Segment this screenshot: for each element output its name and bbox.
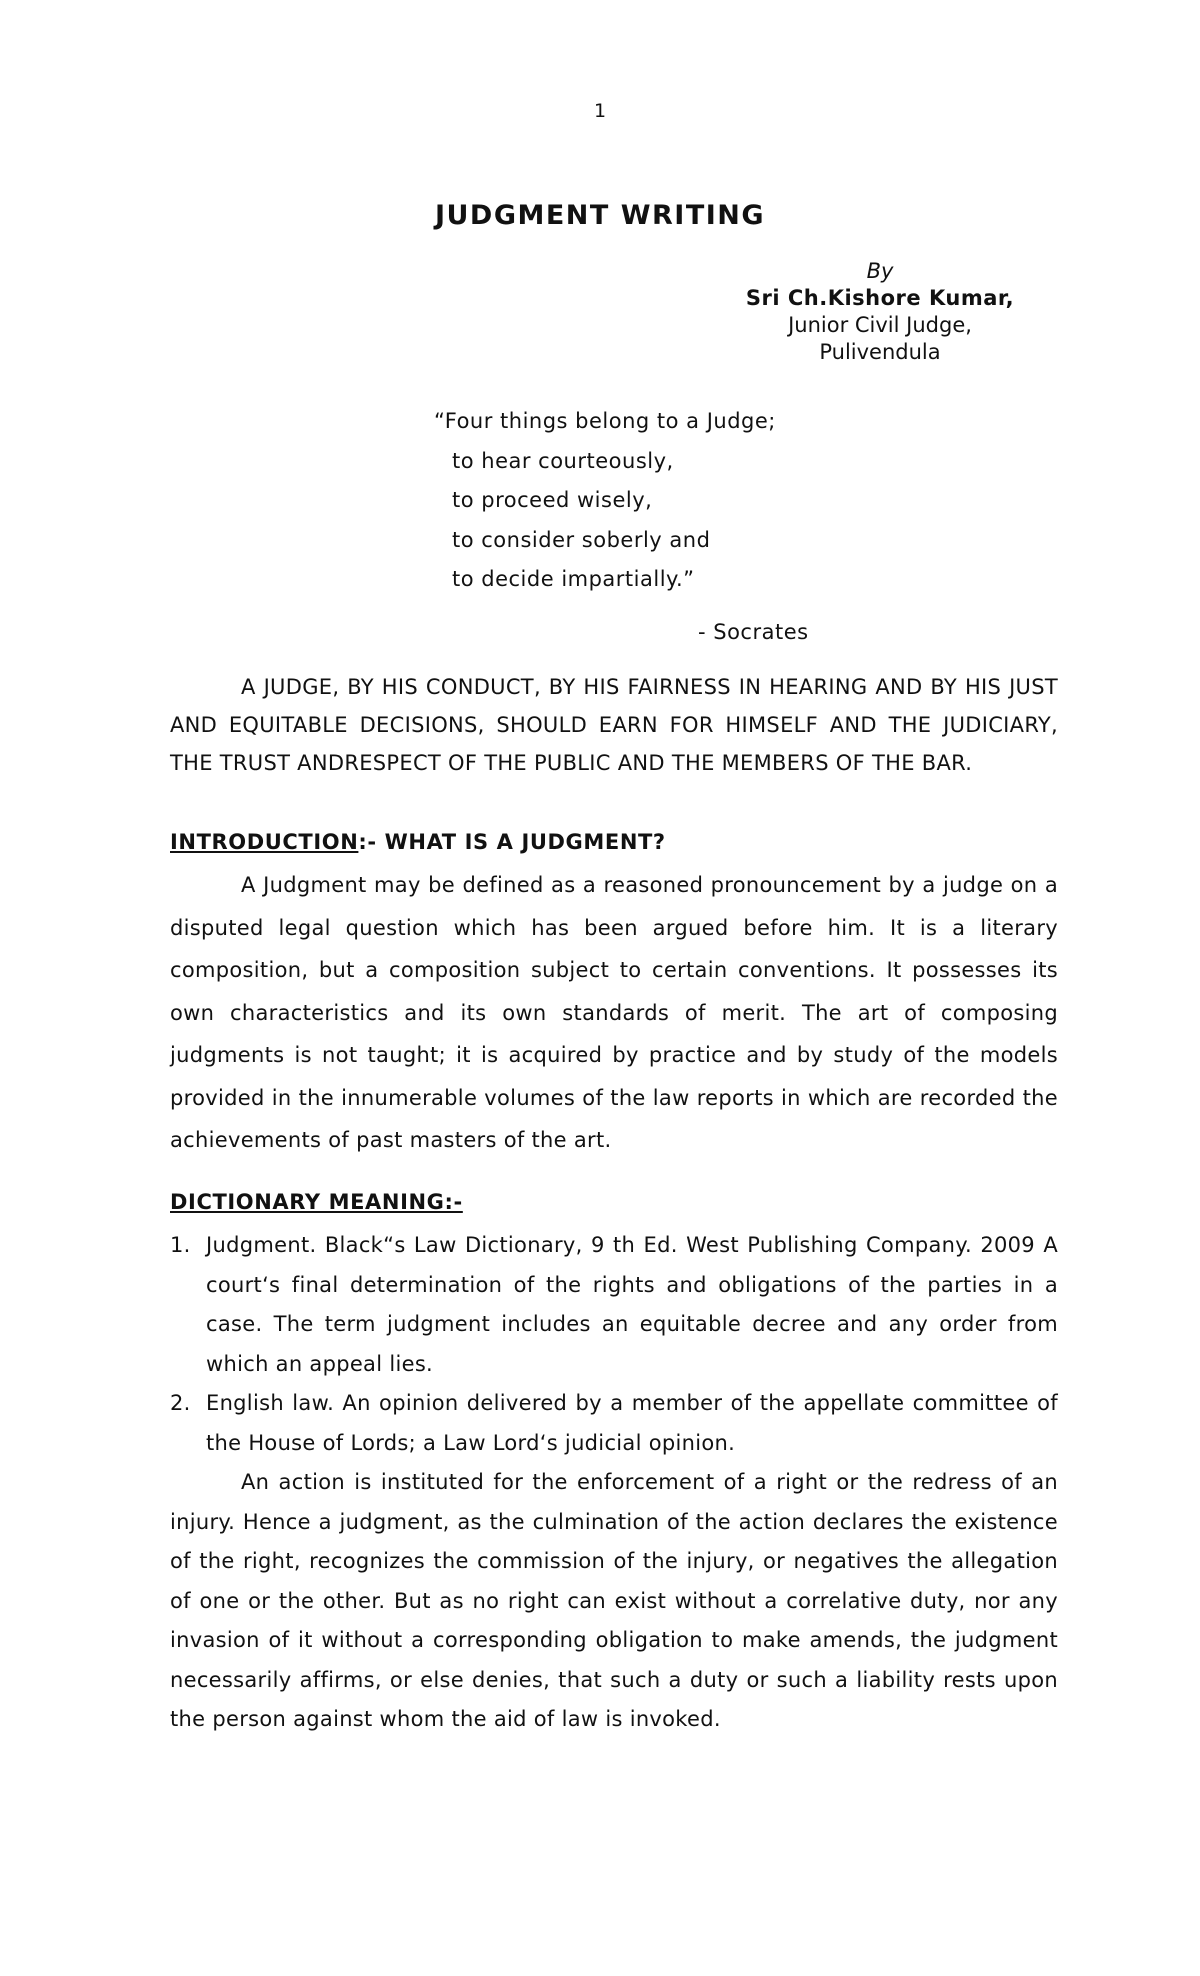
capitalized-paragraph: A JUDGE, BY HIS CONDUCT, BY HIS FAIRNESS IN HEARING AND BY HIS JUST AND EQUITABLE DECISIONS, SHOULD EARN FOR HIMSELF AND THE JUDICIARY, THE TRUST ANDRESPECT OF THE PUBLIC AND THE MEMBERS OF THE BAR. [170, 675, 1058, 775]
list-item-number: 2. [170, 1391, 191, 1415]
list-item-text: English law. An opinion delivered by a member of the appellate committee of the House of Lords; a Law Lord‘s judicial opinion. [206, 1391, 1058, 1455]
list-item [170, 1226, 1058, 1384]
byline-position: Junior Civil Judge, [788, 313, 972, 337]
list-item-number: 1. [170, 1233, 191, 1257]
byline [720, 258, 1040, 366]
byline-author: Sri Ch.Kishore Kumar, [745, 286, 1015, 310]
quote-line: “Four things belong to a Judge; [434, 409, 776, 433]
byline-place: Pulivendula [819, 340, 941, 364]
dictionary-list-item [170, 1384, 1058, 1463]
page-number: 1 [593, 100, 607, 122]
dictionary-heading [170, 1190, 463, 1214]
quote-line: to proceed wisely, [452, 488, 653, 512]
quote-line: to hear courteously, [452, 448, 674, 473]
epigraph-quote [434, 402, 954, 600]
list-item [170, 1384, 1058, 1463]
quote-attribution: - Socrates [698, 620, 809, 644]
document-title: JUDGMENT WRITING [434, 200, 766, 231]
introduction-paragraph: A Judgment may be defined as a reasoned pronouncement by a judge on a disputed legal question which has been argued before him. It is a literary composition, but a composition subject to certain conventions. It possesses its own characteristics and its own standards of merit. The art of composing judgments is not taught; it is acquired by practice and by study of the models provided in the innumerable volumes of the law reports in which are recorded the achievements of past masters of the art. [170, 873, 1058, 1152]
byline-by: By [866, 259, 894, 283]
introduction-heading-rest: :- WHAT IS A JUDGMENT? [358, 830, 666, 854]
introduction-heading [170, 830, 666, 854]
action-paragraph: An action is instituted for the enforcement of a right or the redress of an injury. Hence a judgment, as the culmination of the action declares the existence of the right, recognizes the commission of the injury, or negatives the allegation of one or the other. But as no right can exist without a correlative duty, nor any invasion of it without a corresponding obligation to make amends, the judgment necessarily affirms, or else denies, that such a duty or such a liability rests upon the person against whom the aid of law is invoked. [170, 1470, 1058, 1731]
introduction-heading-label: INTRODUCTION [170, 830, 359, 854]
dictionary-list-item [170, 1226, 1058, 1384]
list-item-text: Judgment. Black“s Law Dictionary, 9 th Ed. West Publishing Company. 2009 A court‘s final determination of the rights and obligations of the parties in a case. The term judgment includes an equitable decree and any order from which an appeal lies. [206, 1233, 1058, 1376]
quote-line: to decide impartially.” [452, 567, 695, 591]
dictionary-heading-label: DICTIONARY MEANING:- [170, 1190, 463, 1214]
quote-line: to consider soberly and [452, 527, 711, 552]
